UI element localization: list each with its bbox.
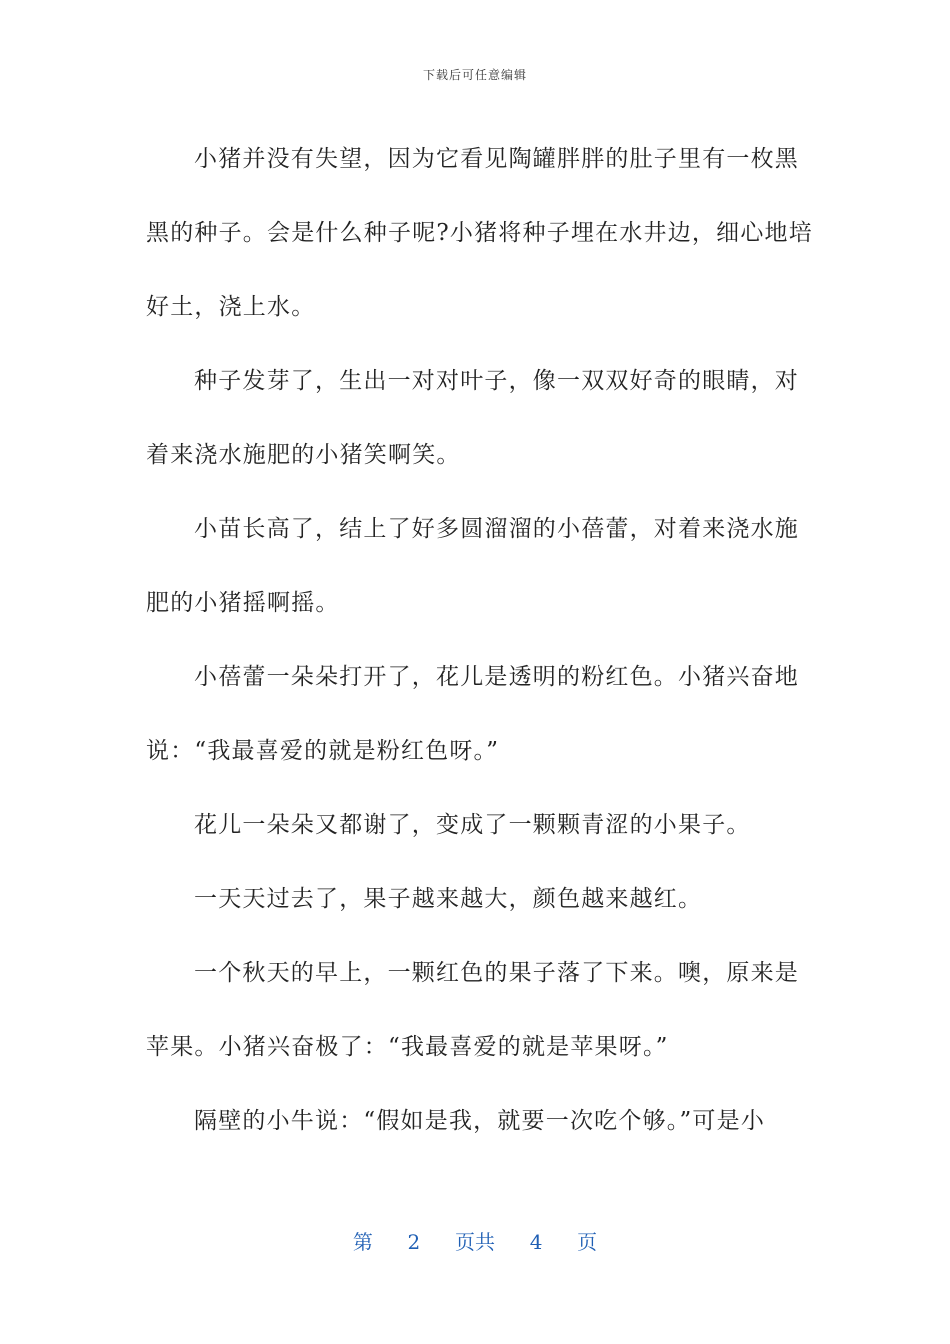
paragraph-line: 好土，浇上水。 — [146, 294, 316, 320]
paragraph-5 — [146, 788, 806, 862]
footer-middle: 页共 — [455, 1230, 495, 1254]
paragraph-line: 着来浇水施肥的小猪笑啊笑。 — [146, 442, 461, 468]
paragraph-3 — [146, 492, 806, 640]
paragraph-1 — [146, 122, 813, 344]
paragraph-7 — [146, 936, 806, 1084]
paragraph-line: 说：“我最喜爱的就是粉红色呀。” — [146, 738, 500, 764]
document-body — [146, 122, 813, 1158]
paragraph-line: 种子发芽了，生出一对对叶子，像一双双好奇的眼睛，对 — [194, 368, 799, 394]
page-footer — [0, 1226, 950, 1255]
paragraph-line: 小蓓蕾一朵朵打开了，花儿是透明的粉红色。小猪兴奋地 — [194, 664, 799, 690]
paragraph-6 — [146, 862, 806, 936]
paragraph-line: 花儿一朵朵又都谢了，变成了一颗颗青涩的小果子。 — [194, 812, 751, 838]
paragraph-line: 一个秋天的早上，一颗红色的果子落了下来。噢，原来是 — [194, 960, 799, 986]
paragraph-4 — [146, 640, 806, 788]
page-header: 下载后可任意编辑 — [422, 68, 527, 82]
total-pages-number: 4 — [529, 1230, 543, 1254]
paragraph-line: 小猪并没有失望，因为它看见陶罐胖胖的肚子里有一枚黑 — [194, 146, 799, 172]
paragraph-line: 小苗长高了，结上了好多圆溜溜的小蓓蕾，对着来浇水施 — [194, 516, 799, 542]
paragraph-line: 黑的种子。会是什么种子呢?小猪将种子埋在水井边，细心地培 — [146, 220, 813, 246]
paragraph-2 — [146, 344, 806, 492]
footer-suffix: 页 — [577, 1230, 598, 1254]
footer-prefix: 第 — [352, 1230, 373, 1254]
paragraph-line: 肥的小猪摇啊摇。 — [146, 590, 340, 616]
current-page-number: 2 — [407, 1230, 421, 1254]
paragraph-line: 苹果。小猪兴奋极了：“我最喜爱的就是苹果呀。” — [146, 1034, 669, 1060]
paragraph-8 — [146, 1084, 806, 1158]
paragraph-line: 一天天过去了，果子越来越大，颜色越来越红。 — [194, 886, 703, 912]
paragraph-line: 隔壁的小牛说：“假如是我，就要一次吃个够。”可是小 — [194, 1108, 766, 1134]
